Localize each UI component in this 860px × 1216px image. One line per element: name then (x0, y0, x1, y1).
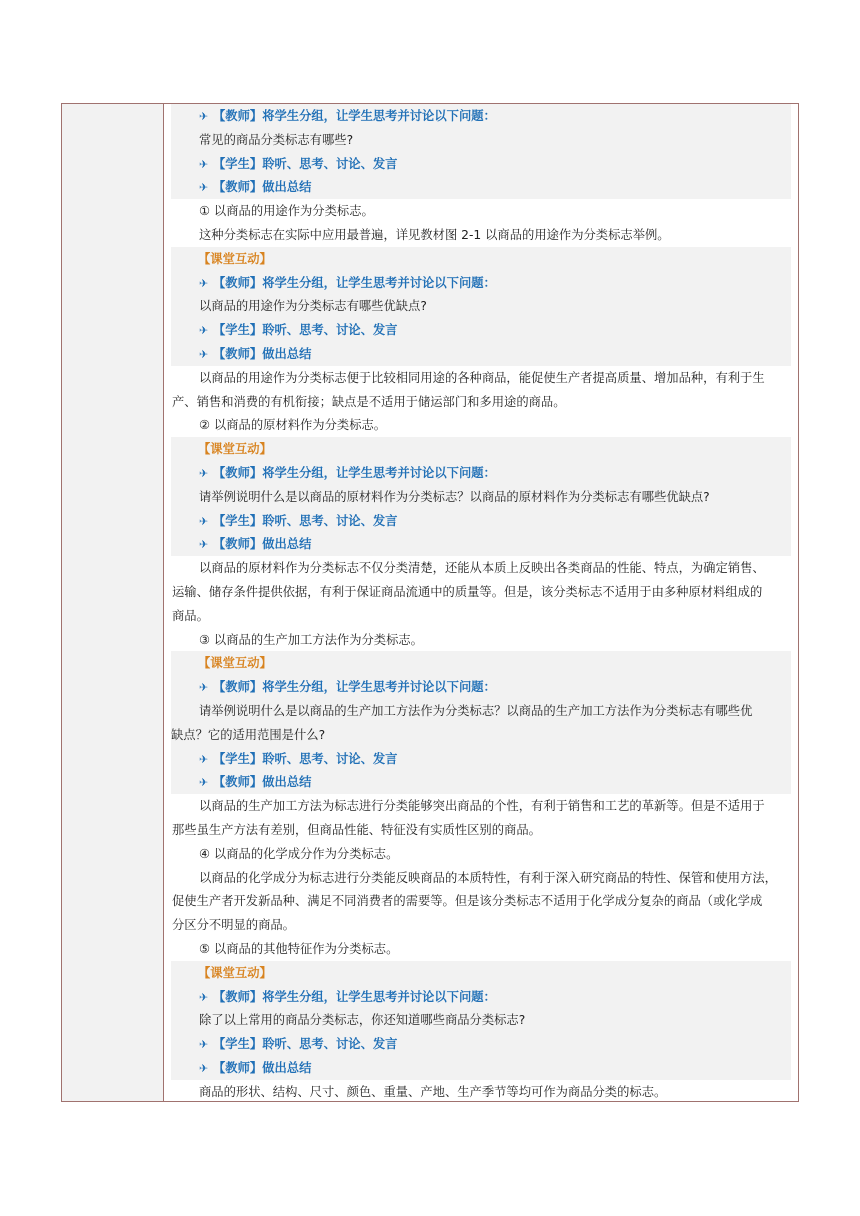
text-line (164, 580, 798, 604)
line-text: 产、销售和消费的有机衔接；缺点是不适用于储运部门和多用途的商品。 (172, 394, 566, 409)
section-heading (171, 247, 791, 271)
text-line (164, 390, 798, 414)
student-line (171, 747, 791, 771)
line-text: ⑤ 以商品的其他特征作为分类标志。 (199, 942, 399, 956)
text-line (164, 604, 798, 628)
line-text: 【教师】将学生分组，让学生思考并讨论以下问题： (213, 275, 496, 290)
teacher-line (171, 342, 791, 366)
line-text: 【教师】做出总结 (213, 537, 312, 552)
text-line (164, 794, 798, 818)
teacher-line (171, 532, 791, 556)
text-line (164, 366, 798, 390)
line-text: 请举例说明什么是以商品的生产加工方法作为分类标志？以商品的生产加工方法作为分类标志有哪些优 (199, 704, 753, 718)
line-text: 这种分类标志在实际中应用最普遍，详见教材图 2-1 以商品的用途作为分类标志举例。 (199, 228, 670, 242)
plane-icon: ✈ (199, 1038, 209, 1052)
teacher-line (171, 104, 791, 128)
student-line (171, 318, 791, 342)
text-line (164, 889, 798, 913)
line-text: 缺点？它的适用范围是什么? (171, 727, 326, 742)
line-text: 【学生】聆听、思考、讨论、发言 (213, 323, 398, 338)
line-text: 常见的商品分类标志有哪些? (199, 132, 354, 147)
line-text: 商品的形状、结构、尺寸、颜色、重量、产地、生产季节等均可作为商品分类的标志。 (199, 1084, 667, 1099)
text-line (164, 937, 798, 961)
line-text: 【教师】做出总结 (213, 775, 312, 790)
text-line (171, 128, 791, 152)
section-heading (171, 651, 791, 675)
line-text: 请举例说明什么是以商品的原材料作为分类标志？以商品的原材料作为分类标志有哪些优缺点? (199, 489, 710, 504)
line-text: ① 以商品的用途作为分类标志。 (199, 204, 374, 219)
plane-icon: ✈ (199, 324, 209, 338)
line-text: 【课堂互动】 (198, 442, 272, 457)
section-heading (171, 961, 791, 985)
line-text: 【教师】将学生分组，让学生思考并讨论以下问题： (213, 989, 496, 1004)
lesson-table (61, 103, 799, 1102)
line-text: 【学生】聆听、思考、讨论、发言 (213, 156, 398, 171)
text-line (164, 1080, 798, 1104)
teacher-line (171, 1056, 791, 1080)
text-line (164, 866, 798, 890)
teacher-line (171, 770, 791, 794)
text-line (171, 723, 791, 747)
teacher-line (171, 675, 791, 699)
text-line (171, 294, 791, 318)
plane-icon: ✈ (199, 538, 209, 552)
text-line (164, 413, 798, 437)
text-line (164, 223, 798, 247)
text-line (164, 556, 798, 580)
plane-icon: ✈ (199, 1062, 209, 1075)
line-text: 【教师】做出总结 (213, 180, 312, 195)
line-text: 运输、储存条件提供依据，有利于保证商品流通中的质量等。但是，该分类标志不适用于由多种原材料组成的 (172, 585, 763, 599)
plane-icon: ✈ (199, 110, 209, 123)
line-text: 【课堂互动】 (198, 965, 272, 980)
text-line (171, 485, 791, 509)
content-column (164, 104, 798, 1101)
line-text: 【教师】做出总结 (213, 347, 312, 361)
text-line (171, 1008, 791, 1032)
line-text: 【教师】将学生分组，让学生思考并讨论以下问题： (213, 466, 496, 480)
line-text: 【课堂互动】 (198, 656, 272, 671)
line-text: 【教师】做出总结 (213, 1061, 312, 1075)
line-text: 那些虽生产方法有差别，但商品性能、特征没有实质性区别的商品。 (172, 823, 541, 837)
text-line (171, 699, 791, 723)
line-text: ③ 以商品的生产加工方法作为分类标志。 (199, 632, 423, 647)
line-text: ④ 以商品的化学成分作为分类标志。 (199, 846, 399, 861)
line-text: 以商品的用途作为分类标志有哪些优缺点? (199, 299, 427, 314)
teacher-line (171, 175, 791, 199)
teacher-line (171, 271, 791, 295)
student-line (171, 152, 791, 176)
plane-icon: ✈ (199, 157, 209, 171)
text-line (164, 628, 798, 652)
line-text: 以商品的化学成分为标志进行分类能反映商品的本质特性，有利于深入研究商品的特性、保管和使用方法， (199, 870, 777, 885)
line-text: 以商品的原材料作为分类标志不仅分类清楚，还能从本质上反映出各类商品的性能、特点，为确定销售、 (199, 561, 765, 576)
section-heading (171, 437, 791, 461)
line-text: 【学生】聆听、思考、讨论、发言 (213, 1037, 398, 1052)
text-line (164, 199, 798, 223)
student-line (171, 509, 791, 533)
line-text: 以商品的用途作为分类标志便于比较相同用途的各种商品，能促使生产者提高质量、增加品种，有利于生 (199, 370, 765, 385)
teacher-line (171, 461, 791, 485)
line-text: 除了以上常用的商品分类标志，你还知道哪些商品分类标志? (199, 1013, 526, 1028)
line-text: 【教师】将学生分组，让学生思考并讨论以下问题： (213, 680, 496, 695)
label-column (62, 104, 164, 1101)
text-line (164, 913, 798, 937)
plane-icon: ✈ (199, 990, 209, 1004)
line-text: 促使生产者开发新品种、满足不同消费者的需要等。但是该分类标志不适用于化学成分复杂的商品（或化学成 (172, 894, 763, 909)
plane-icon: ✈ (199, 752, 209, 766)
line-text: 【教师】将学生分组，让学生思考并讨论以下问题： (213, 109, 496, 123)
line-text: 以商品的生产加工方法为标志进行分类能够突出商品的个性，有利于销售和工艺的革新等。但是不适用于 (199, 799, 765, 814)
plane-icon: ✈ (199, 514, 209, 528)
text-line (164, 818, 798, 842)
line-text: 商品。 (172, 608, 209, 623)
line-text: ② 以商品的原材料作为分类标志。 (199, 418, 387, 433)
teacher-line (171, 985, 791, 1009)
line-text: 【学生】聆听、思考、讨论、发言 (213, 513, 398, 528)
plane-icon: ✈ (199, 467, 209, 480)
student-line (171, 1032, 791, 1056)
plane-icon: ✈ (199, 276, 209, 290)
line-text: 分区分不明显的商品。 (172, 918, 295, 933)
line-text: 【学生】聆听、思考、讨论、发言 (213, 751, 398, 766)
plane-icon: ✈ (199, 181, 209, 195)
plane-icon: ✈ (199, 776, 209, 790)
text-line (164, 842, 798, 866)
plane-icon: ✈ (199, 348, 209, 361)
plane-icon: ✈ (199, 681, 209, 695)
line-text: 【课堂互动】 (198, 251, 272, 266)
